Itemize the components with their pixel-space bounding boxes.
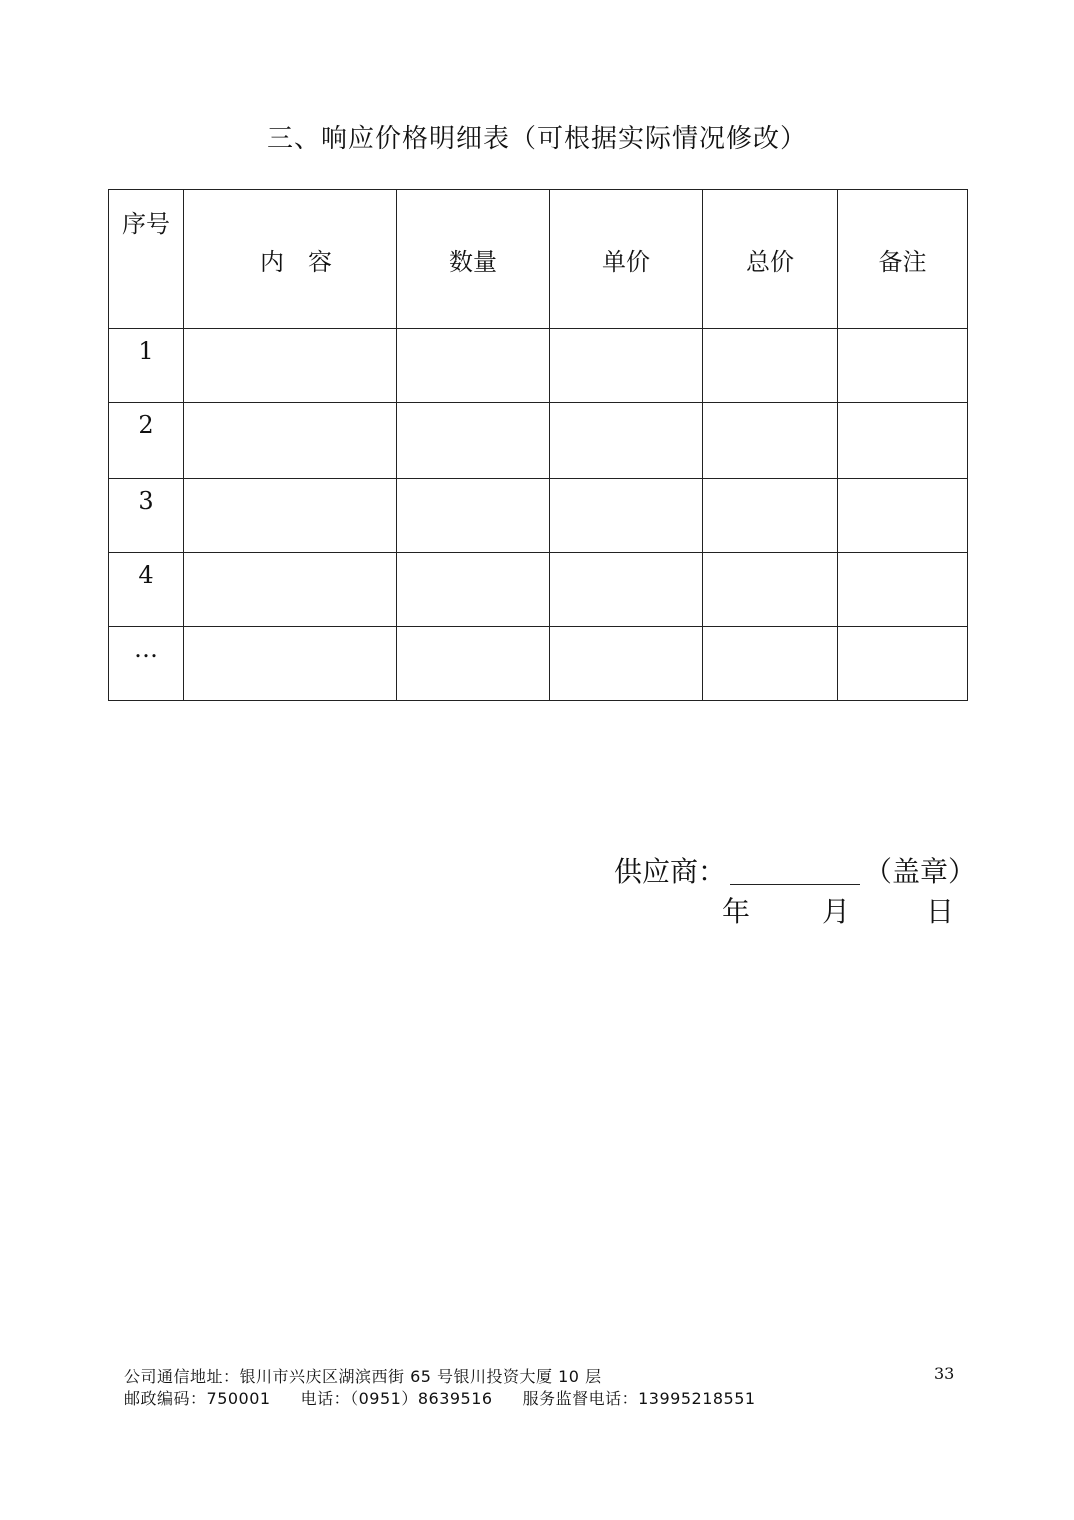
footer-address: 公司通信地址：银川市兴庆区湖滨西街 65 号银川投资大厦 10 层	[124, 1367, 602, 1386]
header-remarks: 备注	[838, 190, 968, 329]
table-header-row	[109, 190, 968, 329]
row-quantity-cell[interactable]	[397, 553, 550, 627]
footer-postcode: 750001	[206, 1389, 271, 1408]
row-remarks-cell[interactable]	[838, 329, 968, 403]
row-content-cell[interactable]	[184, 403, 397, 479]
footer-phone: （0951）8639516	[350, 1389, 493, 1408]
row-total-price-cell[interactable]	[703, 329, 838, 403]
row-remarks-cell[interactable]	[838, 553, 968, 627]
supplier-name-blank[interactable]	[730, 856, 860, 885]
supplier-label: 供应商：	[614, 855, 727, 888]
row-unit-price-cell[interactable]	[550, 479, 703, 553]
row-seq: 4	[109, 553, 184, 627]
row-content-cell[interactable]	[184, 479, 397, 553]
page-title: 三、响应价格明细表（可根据实际情况修改）	[266, 124, 807, 154]
row-remarks-cell[interactable]	[838, 403, 968, 479]
row-unit-price-cell[interactable]	[550, 329, 703, 403]
table-row	[109, 403, 968, 479]
table-row	[109, 553, 968, 627]
row-total-price-cell[interactable]	[703, 403, 838, 479]
header-total-price: 总价	[703, 190, 838, 329]
table-row	[109, 627, 968, 701]
row-seq: 3	[109, 479, 184, 553]
row-seq: 2	[109, 403, 184, 479]
row-remarks-cell[interactable]	[838, 627, 968, 701]
footer-contacts	[124, 1388, 756, 1410]
row-total-price-cell[interactable]	[703, 627, 838, 701]
date-year-label: 年	[722, 895, 751, 928]
supplier-signature	[614, 850, 976, 890]
row-unit-price-cell[interactable]	[550, 403, 703, 479]
row-total-price-cell[interactable]	[703, 479, 838, 553]
footer-phone-label: 电话：	[300, 1389, 351, 1408]
header-content: 内 容	[184, 190, 397, 329]
footer-service-label: 服务监督电话：	[522, 1389, 639, 1408]
signature-date	[722, 890, 954, 926]
row-unit-price-cell[interactable]	[550, 627, 703, 701]
footer-postcode-label: 邮政编码：	[124, 1389, 207, 1408]
row-seq-ellipsis: …	[109, 627, 184, 701]
row-remarks-cell[interactable]	[838, 479, 968, 553]
page-number: 33	[934, 1364, 955, 1383]
footer-service-phone: 13995218551	[638, 1389, 756, 1408]
row-unit-price-cell[interactable]	[550, 553, 703, 627]
table-row	[109, 479, 968, 553]
header-quantity: 数量	[397, 190, 550, 329]
table-row	[109, 329, 968, 403]
row-quantity-cell[interactable]	[397, 403, 550, 479]
date-day-label: 日	[926, 895, 955, 928]
price-detail-table	[108, 189, 968, 701]
date-month-label: 月	[822, 895, 851, 928]
row-quantity-cell[interactable]	[397, 627, 550, 701]
row-total-price-cell[interactable]	[703, 553, 838, 627]
header-seq: 序号	[109, 190, 184, 329]
row-content-cell[interactable]	[184, 329, 397, 403]
page-footer	[124, 1366, 756, 1410]
row-quantity-cell[interactable]	[397, 329, 550, 403]
seal-label: （盖章）	[864, 855, 977, 888]
row-quantity-cell[interactable]	[397, 479, 550, 553]
header-unit-price: 单价	[550, 190, 703, 329]
row-seq: 1	[109, 329, 184, 403]
row-content-cell[interactable]	[184, 627, 397, 701]
row-content-cell[interactable]	[184, 553, 397, 627]
